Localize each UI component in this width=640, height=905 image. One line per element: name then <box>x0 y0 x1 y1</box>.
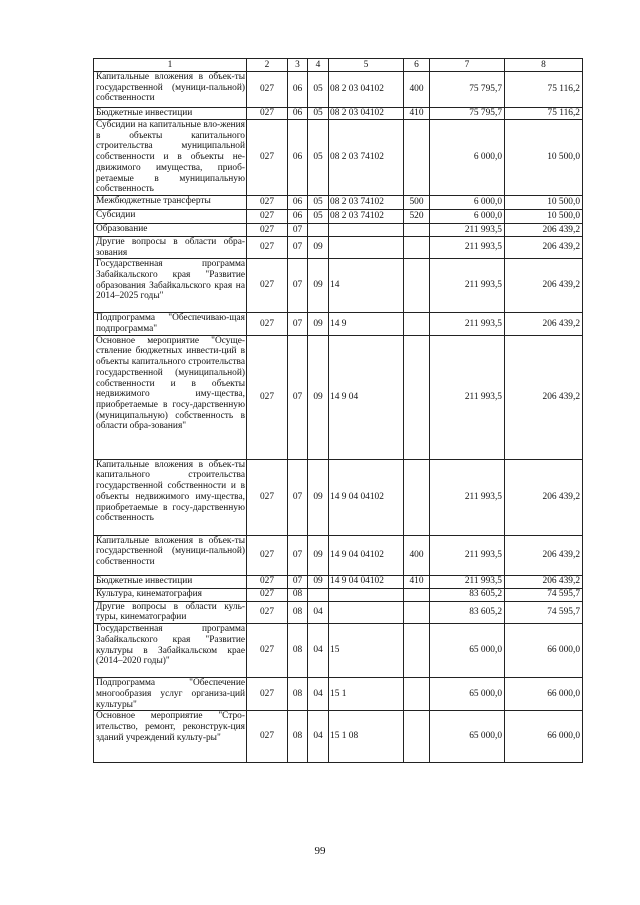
target-article-cell: 14 9 04 <box>329 335 404 459</box>
subsection-code-cell: 05 <box>308 120 329 196</box>
column-header: 5 <box>329 59 404 72</box>
table-row <box>94 223 583 236</box>
table-row <box>94 313 583 335</box>
expense-type-cell: 400 <box>404 72 430 108</box>
row-name-cell: Субсидии <box>94 209 247 223</box>
row-name-cell: Другие вопросы в области обра-зования <box>94 236 247 258</box>
admin-code-cell: 027 <box>247 259 288 313</box>
column-header: 1 <box>94 59 247 72</box>
admin-code-cell: 027 <box>247 711 288 763</box>
amount-cell: 6 000,0 <box>430 120 505 196</box>
admin-code-cell: 027 <box>247 209 288 223</box>
row-name-cell: Субсидии на капитальные вло-жения в объекты капитального строительства муниципальной собственности и в объекты не-движимого имущества, приоб-ретаемые в муниципальную собственность <box>94 120 247 196</box>
subsection-code-cell: 09 <box>308 459 329 535</box>
target-article-cell: 08 2 03 74102 <box>329 195 404 209</box>
table-row <box>94 335 583 459</box>
column-header: 2 <box>247 59 288 72</box>
budget-table <box>93 58 583 763</box>
amount-cell: 65 000,0 <box>430 711 505 763</box>
admin-code-cell: 027 <box>247 535 288 575</box>
table-row <box>94 624 583 678</box>
subsection-code-cell: 09 <box>308 236 329 258</box>
amount-cell: 206 439,2 <box>505 259 583 313</box>
target-article-cell: 15 1 <box>329 678 404 711</box>
column-header: 6 <box>404 59 430 72</box>
target-article-cell <box>329 588 404 601</box>
expense-type-cell <box>404 223 430 236</box>
amount-cell: 10 500,0 <box>505 195 583 209</box>
amount-cell: 211 993,5 <box>430 259 505 313</box>
amount-cell: 83 605,2 <box>430 588 505 601</box>
amount-cell: 206 439,2 <box>505 575 583 588</box>
page-number: 99 <box>314 845 326 857</box>
section-code-cell: 07 <box>288 459 308 535</box>
amount-cell: 66 000,0 <box>505 678 583 711</box>
subsection-code-cell: 09 <box>308 313 329 335</box>
subsection-code-cell: 05 <box>308 72 329 108</box>
amount-cell: 206 439,2 <box>505 335 583 459</box>
admin-code-cell: 027 <box>247 601 288 623</box>
amount-cell: 66 000,0 <box>505 711 583 763</box>
target-article-cell: 14 9 04 04102 <box>329 575 404 588</box>
amount-cell: 6 000,0 <box>430 209 505 223</box>
column-header: 3 <box>288 59 308 72</box>
subsection-code-cell: 05 <box>308 108 329 120</box>
amount-cell: 211 993,5 <box>430 313 505 335</box>
expense-type-cell <box>404 601 430 623</box>
target-article-cell <box>329 223 404 236</box>
table-row <box>94 209 583 223</box>
subsection-code-cell: 04 <box>308 678 329 711</box>
row-name-cell: Образование <box>94 223 247 236</box>
row-name-cell: Подпрограмма "Обеспечиваю-щая подпрограмма" <box>94 313 247 335</box>
row-name-cell: Бюджетные инвестиции <box>94 108 247 120</box>
admin-code-cell: 027 <box>247 108 288 120</box>
expense-type-cell <box>404 678 430 711</box>
subsection-code-cell: 09 <box>308 535 329 575</box>
admin-code-cell: 027 <box>247 120 288 196</box>
row-name-cell: Культура, кинематография <box>94 588 247 601</box>
amount-cell: 211 993,5 <box>430 459 505 535</box>
table-row <box>94 120 583 196</box>
table-row <box>94 535 583 575</box>
section-code-cell: 06 <box>288 195 308 209</box>
row-name-cell: Бюджетные инвестиции <box>94 575 247 588</box>
subsection-code-cell: 04 <box>308 711 329 763</box>
section-code-cell: 08 <box>288 624 308 678</box>
section-code-cell: 08 <box>288 588 308 601</box>
expense-type-cell: 520 <box>404 209 430 223</box>
amount-cell: 75 795,7 <box>430 108 505 120</box>
section-code-cell: 06 <box>288 108 308 120</box>
section-code-cell: 07 <box>288 236 308 258</box>
table-body <box>94 72 583 763</box>
amount-cell: 10 500,0 <box>505 120 583 196</box>
section-code-cell: 07 <box>288 575 308 588</box>
row-name-cell: Капитальные вложения в объек-ты государственной (муници-пальной) собственности <box>94 535 247 575</box>
amount-cell: 206 439,2 <box>505 459 583 535</box>
table-row <box>94 259 583 313</box>
subsection-code-cell: 09 <box>308 575 329 588</box>
amount-cell: 75 795,7 <box>430 72 505 108</box>
expense-type-cell <box>404 236 430 258</box>
target-article-cell: 08 2 03 74102 <box>329 209 404 223</box>
section-code-cell: 06 <box>288 120 308 196</box>
section-code-cell: 06 <box>288 209 308 223</box>
admin-code-cell: 027 <box>247 459 288 535</box>
row-name-cell: Другие вопросы в области куль-туры, кинематографии <box>94 601 247 623</box>
table-row <box>94 236 583 258</box>
subsection-code-cell: 04 <box>308 601 329 623</box>
table-row <box>94 195 583 209</box>
amount-cell: 75 116,2 <box>505 108 583 120</box>
column-header: 4 <box>308 59 329 72</box>
amount-cell: 74 595,7 <box>505 601 583 623</box>
amount-cell: 74 595,7 <box>505 588 583 601</box>
table-row <box>94 459 583 535</box>
subsection-code-cell <box>308 588 329 601</box>
table-row <box>94 678 583 711</box>
target-article-cell: 15 <box>329 624 404 678</box>
amount-cell: 211 993,5 <box>430 335 505 459</box>
section-code-cell: 07 <box>288 223 308 236</box>
amount-cell: 83 605,2 <box>430 601 505 623</box>
expense-type-cell <box>404 335 430 459</box>
table-row <box>94 72 583 108</box>
section-code-cell: 08 <box>288 678 308 711</box>
expense-type-cell <box>404 588 430 601</box>
expense-type-cell: 410 <box>404 108 430 120</box>
section-code-cell: 07 <box>288 535 308 575</box>
table-row <box>94 601 583 623</box>
expense-type-cell <box>404 711 430 763</box>
subsection-code-cell: 04 <box>308 624 329 678</box>
amount-cell: 65 000,0 <box>430 624 505 678</box>
admin-code-cell: 027 <box>247 335 288 459</box>
target-article-cell: 08 2 03 74102 <box>329 120 404 196</box>
admin-code-cell: 027 <box>247 588 288 601</box>
admin-code-cell: 027 <box>247 72 288 108</box>
section-code-cell: 07 <box>288 313 308 335</box>
target-article-cell: 14 9 04 04102 <box>329 459 404 535</box>
expense-type-cell <box>404 313 430 335</box>
target-article-cell: 08 2 03 04102 <box>329 108 404 120</box>
amount-cell: 10 500,0 <box>505 209 583 223</box>
section-code-cell: 07 <box>288 259 308 313</box>
target-article-cell <box>329 236 404 258</box>
row-name-cell: Государственная программа Забайкальского края "Развитие культуры в Забайкальском крае (2014–2020 годы)" <box>94 624 247 678</box>
amount-cell: 206 439,2 <box>505 313 583 335</box>
table-row <box>94 575 583 588</box>
target-article-cell: 15 1 08 <box>329 711 404 763</box>
table-row <box>94 108 583 120</box>
subsection-code-cell: 05 <box>308 209 329 223</box>
subsection-code-cell: 05 <box>308 195 329 209</box>
amount-cell: 206 439,2 <box>505 223 583 236</box>
row-name-cell: Капитальные вложения в объек-ты капитального строительства государственной собственности и в объекты недвижимого иму-щества, приобретаемые в госу-дарственную собственность <box>94 459 247 535</box>
expense-type-cell <box>404 624 430 678</box>
expense-type-cell <box>404 459 430 535</box>
section-code-cell: 08 <box>288 711 308 763</box>
expense-type-cell <box>404 259 430 313</box>
admin-code-cell: 027 <box>247 223 288 236</box>
amount-cell: 206 439,2 <box>505 535 583 575</box>
target-article-cell: 14 9 <box>329 313 404 335</box>
admin-code-cell: 027 <box>247 575 288 588</box>
amount-cell: 211 993,5 <box>430 535 505 575</box>
row-name-cell: Государственная программа Забайкальского края "Развитие образования Забайкальского края на 2014–2025 годы" <box>94 259 247 313</box>
column-header: 7 <box>430 59 505 72</box>
target-article-cell <box>329 601 404 623</box>
row-name-cell: Межбюджетные трансферты <box>94 195 247 209</box>
amount-cell: 206 439,2 <box>505 236 583 258</box>
row-name-cell: Капитальные вложения в объек-ты государственной (муници-пальной) собственности <box>94 72 247 108</box>
target-article-cell: 14 <box>329 259 404 313</box>
target-article-cell: 08 2 03 04102 <box>329 72 404 108</box>
row-name-cell: Основное мероприятие "Стро-ительство, ремонт, реконструк-ция зданий учреждений культу-ры" <box>94 711 247 763</box>
expense-type-cell: 400 <box>404 535 430 575</box>
row-name-cell: Подпрограмма "Обеспечение многообразия услуг организа-ций культуры" <box>94 678 247 711</box>
amount-cell: 75 116,2 <box>505 72 583 108</box>
admin-code-cell: 027 <box>247 624 288 678</box>
amount-cell: 211 993,5 <box>430 575 505 588</box>
admin-code-cell: 027 <box>247 236 288 258</box>
expense-type-cell: 410 <box>404 575 430 588</box>
subsection-code-cell: 09 <box>308 259 329 313</box>
table-header-row <box>94 59 583 72</box>
amount-cell: 211 993,5 <box>430 223 505 236</box>
expense-type-cell <box>404 120 430 196</box>
row-name-cell: Основное мероприятие "Осуще-ствление бюджетных инвести-ций в объекты капитального строительства государственной (муниципальной) собственности и в объекты недвижимого иму-щества, приобретаемые в госу-дарственную (муниципальную) собственность в области обра-зования" <box>94 335 247 459</box>
admin-code-cell: 027 <box>247 313 288 335</box>
section-code-cell: 06 <box>288 72 308 108</box>
table-row <box>94 588 583 601</box>
expense-type-cell: 500 <box>404 195 430 209</box>
column-header: 8 <box>505 59 583 72</box>
amount-cell: 66 000,0 <box>505 624 583 678</box>
amount-cell: 65 000,0 <box>430 678 505 711</box>
subsection-code-cell: 09 <box>308 335 329 459</box>
amount-cell: 211 993,5 <box>430 236 505 258</box>
admin-code-cell: 027 <box>247 195 288 209</box>
section-code-cell: 07 <box>288 335 308 459</box>
subsection-code-cell <box>308 223 329 236</box>
amount-cell: 6 000,0 <box>430 195 505 209</box>
admin-code-cell: 027 <box>247 678 288 711</box>
table-row <box>94 711 583 763</box>
section-code-cell: 08 <box>288 601 308 623</box>
target-article-cell: 14 9 04 04102 <box>329 535 404 575</box>
